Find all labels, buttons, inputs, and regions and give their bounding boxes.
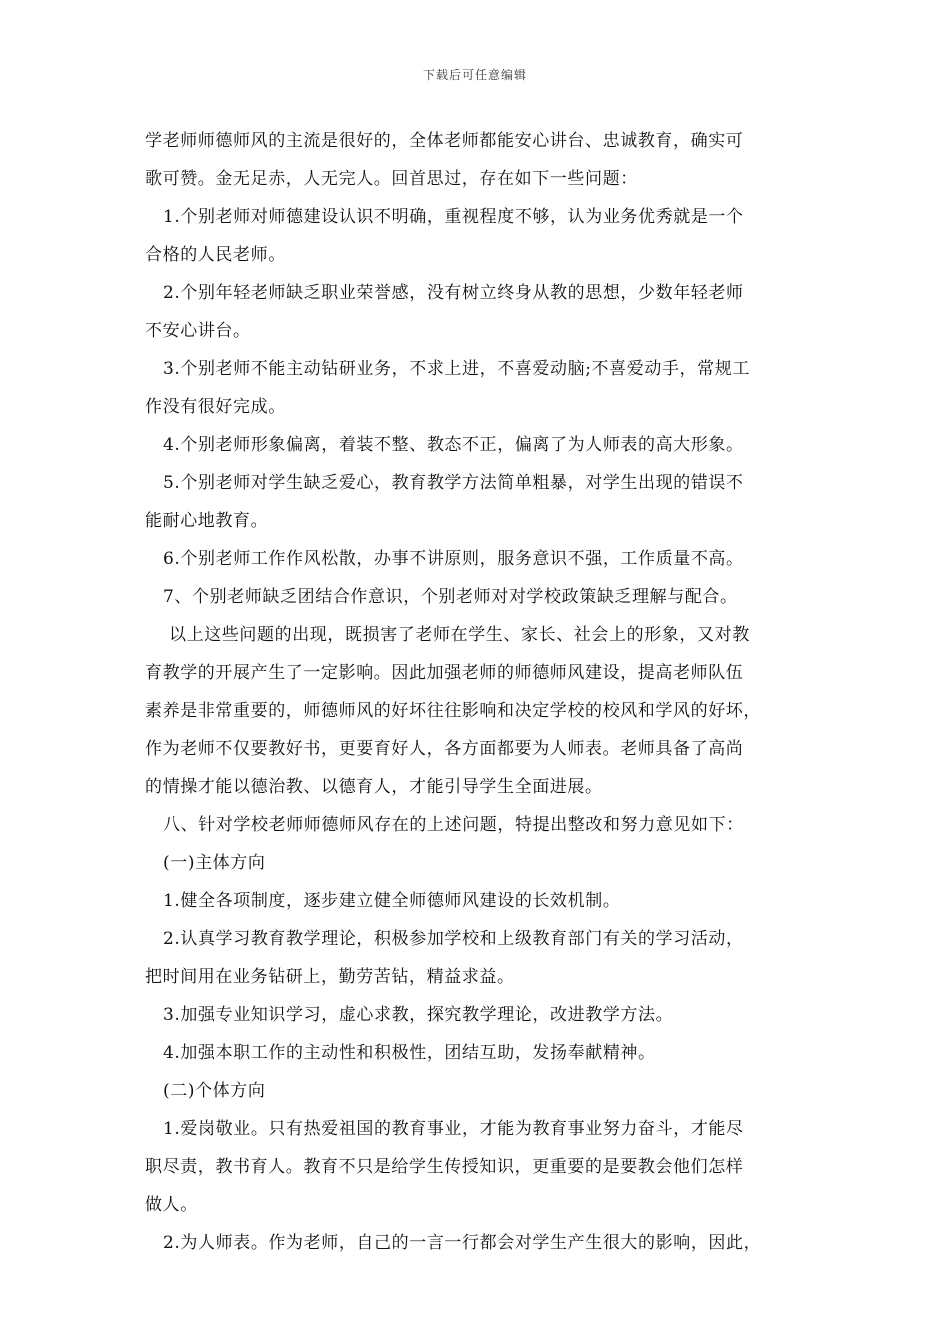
text-line: 4.加强本职工作的主动性和积极性，团结互助，发扬奉献精神。 — [163, 1043, 656, 1063]
text-line: 做人。 — [145, 1195, 198, 1215]
text-line: 1.健全各项制度，逐步建立健全师德师风建设的长效机制。 — [163, 891, 621, 911]
text-line: 作为老师不仅要教好书，更要育好人，各方面都要为人师表。老师具备了高尚 — [145, 739, 744, 759]
text-line: 素养是非常重要的，师德师风的好坏往往影响和决定学校的校风和学风的好坏， — [145, 701, 761, 721]
text-line: 合格的人民老师。 — [145, 245, 286, 265]
text-line: 的情操才能以德治教、以德育人，才能引导学生全面进展。 — [145, 777, 603, 797]
text-line: 1.个别老师对师德建设认识不明确，重视程度不够，认为业务优秀就是一个 — [163, 207, 744, 227]
text-line: 1.爱岗敬业。只有热爱祖国的教育事业，才能为教育事业努力奋斗，才能尽 — [163, 1119, 744, 1139]
text-line: 2.为人师表。作为老师，自己的一言一行都会对学生产生很大的影响，因此， — [163, 1233, 762, 1253]
text-line: (一)主体方向 — [163, 853, 266, 873]
text-line: 2.认真学习教育教学理论，积极参加学校和上级教育部门有关的学习活动， — [163, 929, 744, 949]
text-line: 3.个别老师不能主动钻研业务，不求上进，不喜爱动脑;不喜爱动手，常规工 — [163, 359, 750, 379]
text-line: 7、个别老师缺乏团结合作意识，个别老师对对学校政策缺乏理解与配合。 — [163, 587, 738, 607]
text-line: 育教学的开展产生了一定影响。因此加强老师的师德师风建设，提高老师队伍 — [145, 663, 744, 683]
text-line: 职尽责，教书育人。教育不只是给学生传授知识，更重要的是要教会他们怎样 — [145, 1157, 744, 1177]
page-header: 下载后可任意编辑 — [422, 68, 527, 82]
text-line: 3.加强专业知识学习，虚心求教，探究教学理论，改进教学方法。 — [163, 1005, 674, 1025]
text-line: 以上这些问题的出现，既损害了老师在学生、家长、社会上的形象，又对教 — [169, 625, 750, 645]
text-line: 能耐心地教育。 — [145, 511, 269, 531]
text-line: (二)个体方向 — [163, 1081, 266, 1101]
text-line: 不安心讲台。 — [145, 321, 251, 341]
text-line: 把时间用在业务钻研上，勤劳苦钻，精益求益。 — [145, 967, 515, 987]
text-line: 八、针对学校老师师德师风存在的上述问题，特提出整改和努力意见如下： — [163, 815, 744, 835]
document-body — [145, 122, 820, 1262]
text-line: 2.个别年轻老师缺乏职业荣誉感，没有树立终身从教的思想，少数年轻老师 — [163, 283, 744, 303]
text-line: 歌可赞。金无足赤，人无完人。回首思过，存在如下一些问题： — [145, 169, 638, 189]
text-line: 5.个别老师对学生缺乏爱心，教育教学方法简单粗暴，对学生出现的错误不 — [163, 473, 744, 493]
text-line: 作没有很好完成。 — [145, 397, 286, 417]
text-line: 4.个别老师形象偏离，着装不整、教态不正，偏离了为人师表的高大形象。 — [163, 435, 744, 455]
text-line: 学老师师德师风的主流是很好的，全体老师都能安心讲台、忠诚教育，确实可 — [145, 131, 744, 151]
text-line: 6.个别老师工作作风松散，办事不讲原则，服务意识不强，工作质量不高。 — [163, 549, 744, 569]
